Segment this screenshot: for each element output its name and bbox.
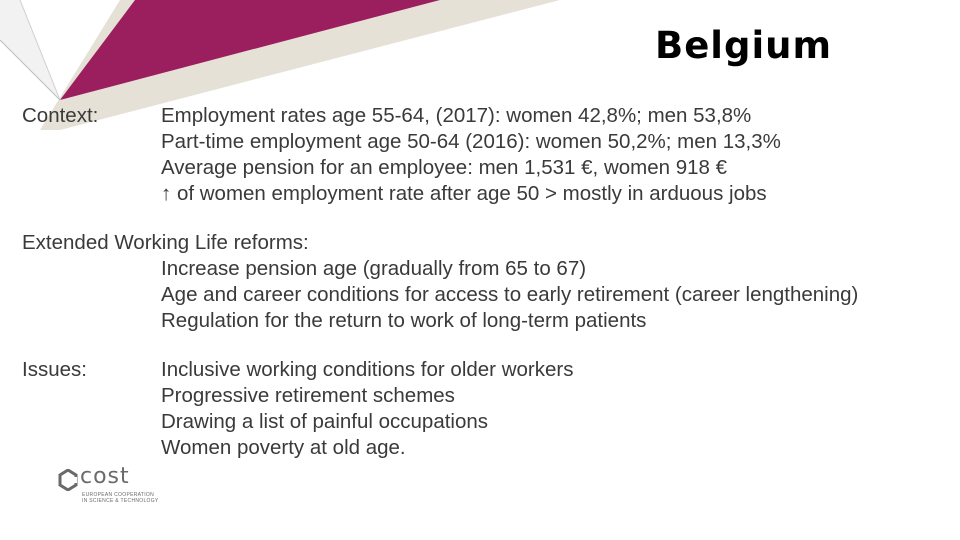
issues-list (161, 357, 573, 461)
context-line: Part-time employment age 50-64 (2016): women 50,2%; men 13,3% (161, 130, 781, 153)
cost-logo-icon (58, 469, 78, 491)
page-title: Belgium (655, 24, 833, 67)
context-list (161, 103, 781, 207)
extended-line: Regulation for the return to work of long-term patients (161, 309, 647, 332)
extended-line: Age and career conditions for access to early retirement (career lengthening) (161, 283, 859, 306)
cost-logo-word: cost (80, 464, 130, 489)
issues-line: Drawing a list of painful occupations (161, 410, 489, 433)
issues-line: Inclusive working conditions for older workers (161, 358, 574, 381)
issues-line: Progressive retirement schemes (161, 384, 455, 407)
issues-label: Issues: (22, 358, 87, 381)
context-label: Context: (22, 104, 99, 127)
extended-list (161, 256, 858, 334)
extended-label: Extended Working Life reforms: (22, 231, 309, 254)
context-line: ↑ of women employment rate after age 50 > mostly in arduous jobs (161, 182, 767, 205)
cost-logo (58, 464, 159, 507)
context-line: Average pension for an employee: men 1,531 €, women 918 € (161, 156, 728, 179)
extended-line: Increase pension age (gradually from 65 to 67) (161, 257, 587, 280)
cost-logo-subtitle-1: EUROPEAN COOPERATION (82, 492, 155, 498)
cost-logo-subtitle-2: IN SCIENCE & TECHNOLOGY (82, 498, 159, 504)
issues-line: Women poverty at old age. (161, 436, 406, 459)
grey-wedge (0, 0, 60, 100)
context-line: Employment rates age 55-64, (2017): women 42,8%; men 53,8% (161, 104, 752, 127)
